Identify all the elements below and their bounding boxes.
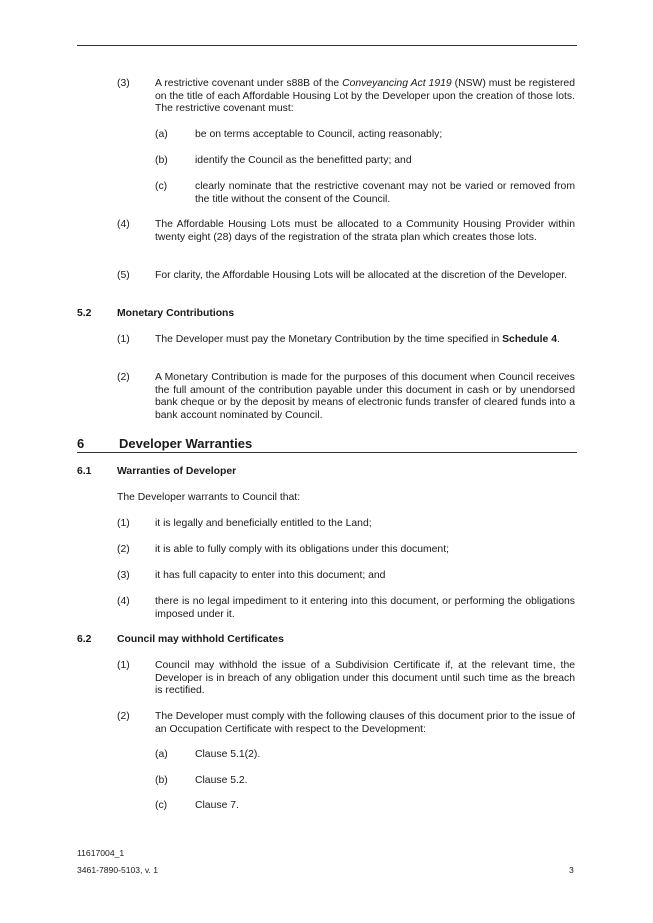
section-rule	[77, 452, 577, 453]
para-text: it is able to fully comply with its obligations under this document;	[155, 544, 449, 555]
para-number: (4)	[117, 596, 130, 607]
footer-doc-id: 11617004_1	[77, 848, 125, 858]
sub-para-number: (b)	[155, 155, 168, 166]
sub-para-number: (c)	[155, 181, 168, 192]
para-number: (5)	[117, 270, 130, 281]
para-text: Council may withhold the issue of a Subdivision Certificate if, at the relevant time, the Developer is in breach of any obligation under this document until such time as the breach is rectified.	[155, 660, 575, 697]
clause-heading: Council may withhold Certificates	[117, 634, 284, 645]
para-text: The Affordable Housing Lots must be allocated to a Community Housing Provider within twenty eight (28) days of the registration of the strata plan which creates those lots.	[155, 219, 575, 243]
sub-para-text: Clause 5.2.	[195, 775, 248, 786]
clause-heading: Warranties of Developer	[117, 466, 237, 477]
sub-para-number: (c)	[155, 800, 168, 811]
act-name: Conveyancing Act 1919	[342, 78, 452, 89]
para-number: (1)	[117, 518, 130, 529]
sub-para-number: (a)	[155, 749, 168, 760]
para-number: (3)	[117, 78, 130, 89]
para-number: (1)	[117, 660, 130, 671]
page-number: 3	[569, 865, 574, 875]
schedule-ref: Schedule 4	[502, 334, 557, 345]
para-number: (2)	[117, 711, 130, 722]
para-text: A Monetary Contribution is made for the purposes of this document when Council receives the full amount of the contribution payable under this document in cash or by unendorsed bank cheque or by the deposit by means of electronic funds transfer of cleared funds into a bank account nominated by Council.	[155, 372, 575, 421]
clause-heading: Monetary Contributions	[117, 308, 235, 319]
sub-para-text: Clause 7.	[195, 800, 239, 811]
para-number: (2)	[117, 544, 130, 555]
sub-para-number: (b)	[155, 775, 168, 786]
clause-number: 6.1	[77, 466, 92, 477]
para-text: The Developer must comply with the following clauses of this document prior to the issue of an Occupation Certificate with respect to the Development:	[155, 711, 575, 735]
section-number: 6	[77, 436, 85, 451]
sub-para-text: identify the Council as the benefitted party; and	[195, 155, 412, 166]
para-number: (2)	[117, 372, 130, 383]
para-text: The Developer must pay the Monetary Contribution by the time specified in Schedule 4.	[155, 334, 560, 345]
clause-number: 5.2	[77, 308, 92, 319]
para-number: (4)	[117, 219, 130, 230]
para-text: there is no legal impediment to it entering into this document, or performing the obligations imposed under it.	[155, 596, 575, 620]
sub-para-text: be on terms acceptable to Council, acting reasonably;	[195, 129, 443, 140]
footer-reference: 3461-7890-5103, v. 1	[77, 865, 159, 875]
para-text: For clarity, the Affordable Housing Lots will be allocated at the discretion of the Developer.	[155, 270, 568, 281]
para-number: (3)	[117, 570, 130, 581]
sub-para-number: (a)	[155, 129, 168, 140]
sub-para-text: Clause 5.1(2).	[195, 749, 261, 760]
header-rule	[77, 45, 577, 46]
para-number: (1)	[117, 334, 130, 345]
clause-number: 6.2	[77, 634, 92, 645]
section-heading: Developer Warranties	[119, 436, 253, 451]
sub-para-text: clearly nominate that the restrictive covenant may not be varied or removed from the title without the consent of the Council.	[195, 181, 575, 205]
para-text: A restrictive covenant under s88B of the Conveyancing Act 1919 (NSW) must be registered on the title of each Affordable Housing Lot by the Developer upon the creation of those lots. The restrictive covenant must:	[155, 78, 575, 115]
clause-intro: The Developer warrants to Council that:	[117, 492, 301, 503]
para-text: it has full capacity to enter into this document; and	[155, 570, 386, 581]
para-text: it is legally and beneficially entitled to the Land;	[155, 518, 372, 529]
